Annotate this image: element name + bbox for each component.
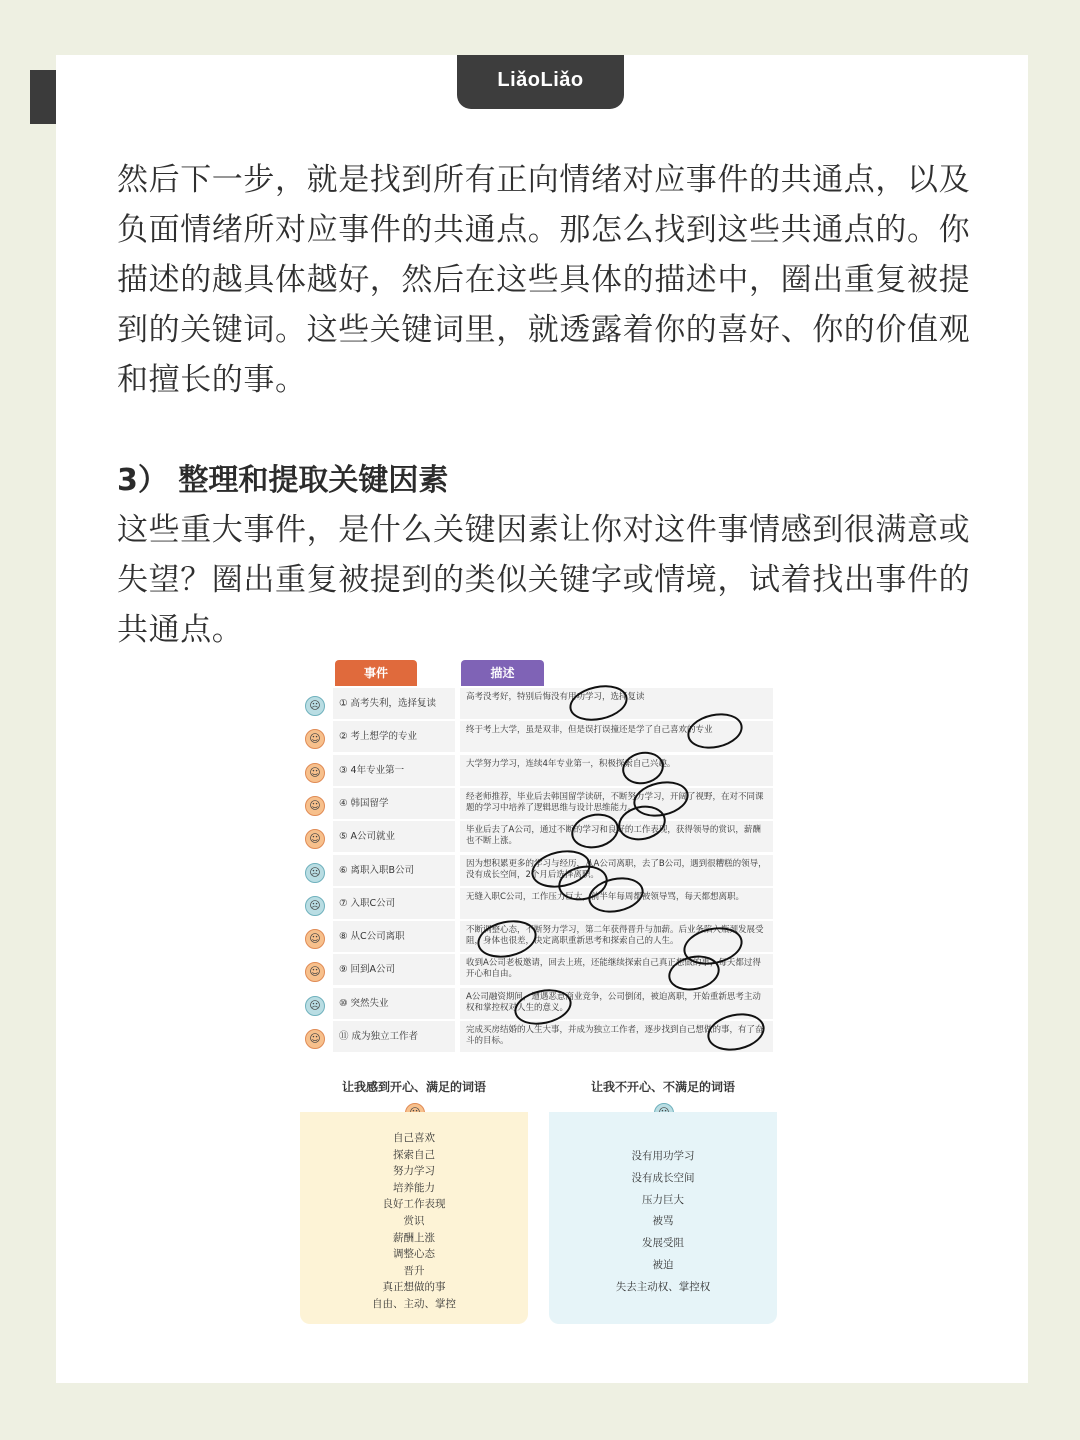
keyword-item: 压力巨大: [642, 1193, 684, 1206]
table-row: [300, 788, 775, 821]
event-cell: ⑦ 入职C公司: [333, 888, 455, 919]
smile-face-icon: ☺: [305, 763, 325, 783]
keyword-item: 自由、主动、掌控: [372, 1297, 456, 1310]
event-cell: ⑨ 回到A公司: [333, 954, 455, 985]
table-row: [300, 855, 775, 888]
paragraph-intro: 然后下一步，就是找到所有正向情绪对应事件的共通点，以及负面情绪所对应事件的共通点。那怎么找到这些共通点的。你描述的越具体越好，然后在这些具体的描述中，圈出重复被提到的关键词。这些关键词里，就透露着你的喜好、你的价值观和擅长的事。: [117, 162, 971, 398]
side-bookmark-tab: [30, 70, 56, 124]
event-cell: ⑪ 成为独立工作者: [333, 1021, 455, 1052]
keyword-item: 发展受阻: [642, 1237, 684, 1250]
description-cell: 完成买房结婚的人生大事，并成为独立工作者，逐步找到自己想做的事，有了奋斗的目标。: [460, 1021, 773, 1052]
event-cell: ⑩ 突然失业: [333, 988, 455, 1019]
table-row: [300, 888, 775, 921]
table-row: [300, 954, 775, 987]
happy-words-title: 让我感到开心、满足的词语: [341, 1080, 486, 1094]
sad-face-icon: ☹: [305, 696, 325, 716]
smile-face-icon: ☺: [305, 796, 325, 816]
events-table: [300, 656, 775, 1052]
keyword-item: 没有成长空间: [631, 1171, 695, 1184]
keyword-item: 被迫: [652, 1258, 674, 1271]
description-cell: A公司融资期间，遭遇恶意商业竞争，公司倒闭，被迫离职，开始重新思考主动权和掌控权对人生的意义。: [460, 988, 773, 1019]
sad-words-title: 让我不开心、不满足的词语: [590, 1080, 735, 1094]
table-row: [300, 721, 775, 754]
smile-face-icon: ☺: [305, 829, 325, 849]
keyword-item: 培养能力: [393, 1181, 435, 1194]
description-cell: 高考没考好，特别后悔没有用功学习，选择复读: [460, 688, 773, 719]
keyword-item: 赏识: [403, 1214, 425, 1227]
table-row: [300, 988, 775, 1021]
event-cell: ③ 4年专业第一: [333, 755, 455, 786]
description-cell: 不断调整心态，不断努力学习，第二年获得晋升与加薪。后业务陷入瓶颈发展受阻，身体也很差，决定离职重新思考和探索自己的人生。: [460, 921, 773, 952]
keyword-item: 没有用功学习: [631, 1150, 695, 1162]
smile-face-icon: ☺: [305, 929, 325, 949]
description-cell: 经老师推荐，毕业后去韩国留学读研，不断努力学习，开阔了视野，在对不同课题的学习中培养了逻辑思维与设计思维能力。: [460, 788, 773, 819]
table-row: [300, 755, 775, 788]
happy-words-box: [300, 1112, 528, 1324]
event-cell: ⑥ 离职入职B公司: [333, 855, 455, 886]
smile-face-icon: ☺: [305, 729, 325, 749]
keyword-item: 薪酬上涨: [393, 1231, 435, 1244]
description-cell: 因为想积累更多的学习与经历，从A公司离职，去了B公司，遇到很糟糕的领导，没有成长空间，2个月后选择离职。: [460, 855, 773, 886]
paragraph-key-factors: 这些重大事件，是什么关键因素让你对这件事情感到很满意或失望？圈出重复被提到的类似关键字或情境，试着找出事件的共通点。: [117, 512, 971, 648]
event-cell: ① 高考失利，选择复读: [333, 688, 455, 719]
smile-face-icon: ☺: [305, 962, 325, 982]
description-cell: 终于考上大学，虽是双非，但是误打误撞还是学了自己喜欢的专业: [460, 721, 773, 752]
event-cell: ② 考上想学的专业: [333, 721, 455, 752]
table-header-description: 描述: [461, 660, 544, 686]
smile-face-icon: ☺: [305, 1029, 325, 1049]
event-cell: ④ 韩国留学: [333, 788, 455, 819]
keyword-item: 良好工作表现: [382, 1198, 446, 1211]
table-row: [300, 688, 775, 721]
keyword-item: 努力学习: [393, 1165, 435, 1178]
sad-face-icon: ☹: [305, 996, 325, 1016]
keyword-item: 失去主动权、掌控权: [615, 1280, 711, 1293]
event-cell: ⑧ 从C公司离职: [333, 921, 455, 952]
keyword-item: 真正想做的事: [382, 1281, 446, 1294]
description-cell: 收到A公司老板邀请，回去上班，还能继续探索自己真正想做的事，每天都过得开心和自由。: [460, 954, 773, 985]
sad-face-icon: ☹: [305, 863, 325, 883]
description-cell: 大学努力学习，连续4年专业第一，积极探索自己兴趣。: [460, 755, 773, 786]
table-row: [300, 921, 775, 954]
table-header-event: 事件: [335, 660, 417, 686]
keyword-item: 探索自己: [393, 1148, 435, 1161]
table-row: [300, 1021, 775, 1054]
sad-words-box: [549, 1112, 777, 1324]
event-cell: ⑤ A公司就业: [333, 821, 455, 852]
keyword-item: 晋升: [403, 1264, 425, 1277]
section-heading: 3） 整理和提取关键因素: [117, 463, 449, 498]
description-cell: 无缝入职C公司，工作压力巨大，前半年每周都被领导骂，每天都想离职。: [460, 888, 773, 919]
sad-face-icon: ☹: [305, 896, 325, 916]
keyword-item: 自己喜欢: [393, 1132, 435, 1144]
table-row: [300, 821, 775, 854]
description-cell: 毕业后去了A公司，通过不断的学习和良好的工作表现，获得领导的赏识，薪酬也不断上涨。: [460, 821, 773, 852]
brand-logo: LiǎoLiǎo: [457, 55, 624, 109]
keyword-item: 被骂: [652, 1215, 674, 1228]
keyword-item: 调整心态: [393, 1248, 435, 1261]
